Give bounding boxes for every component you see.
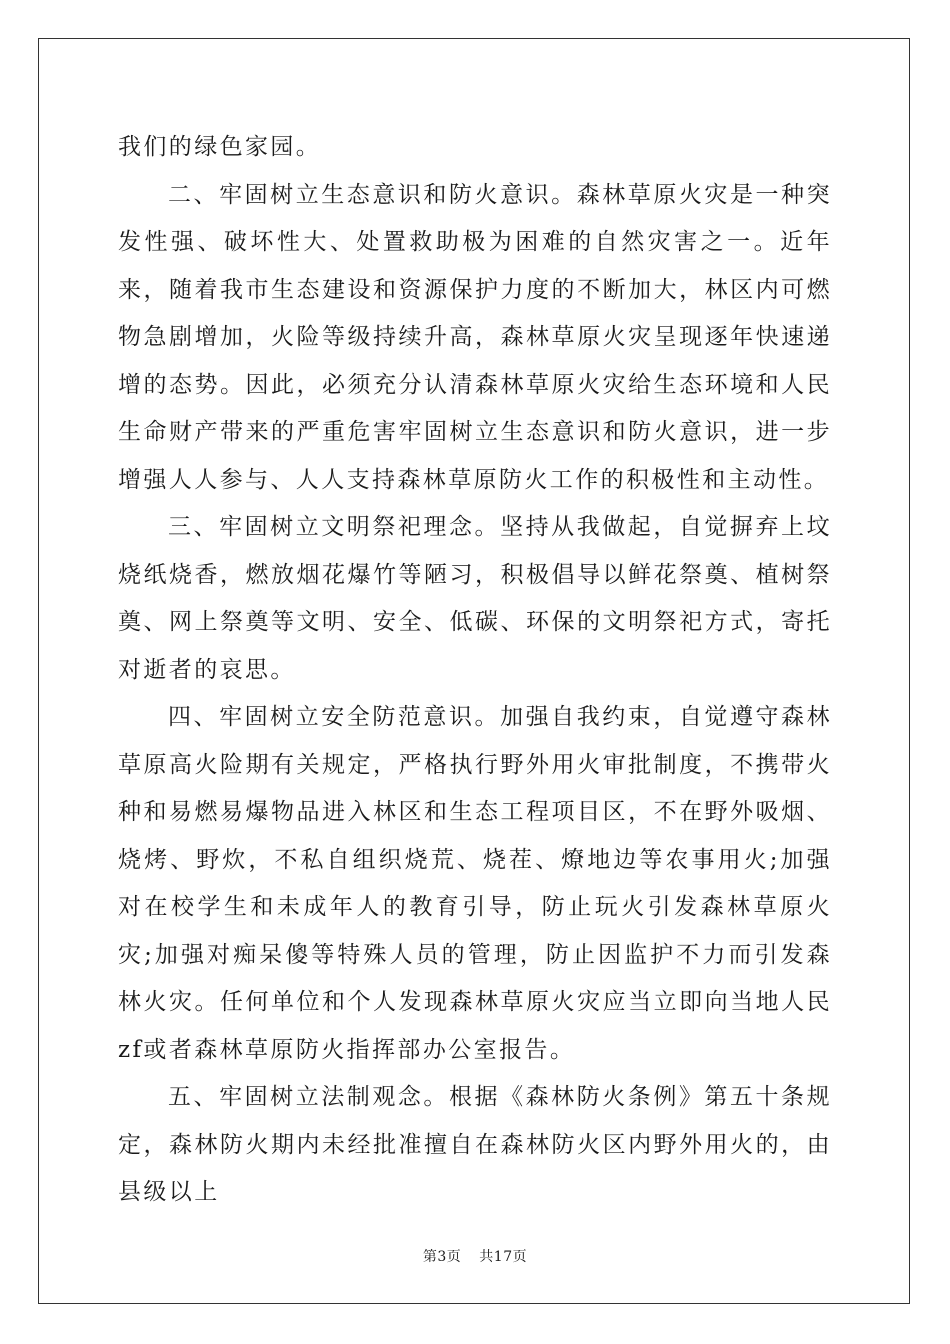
- paragraph-4: 四、牢固树立安全防范意识。加强自我约束，自觉遵守森林草原高火险期有关规定，严格执行野外用火审批制度，不携带火种和易燃易爆物品进入林区和生态工程项目区，不在野外吸烟、烧烤、野炊，不私自组织烧荒、烧茬、燎地边等农事用火;加强对在校学生和未成年人的教育引导，防止玩火引发森林草原火灾;加强对痴呆傻等特殊人员的管理，防止因监护不力而引发森林火灾。任何单位和个人发现森林草原火灾应当立即向当地人民zf或者森林草原防火指挥部办公室报告。: [118, 704, 832, 1063]
- page-footer: [0, 1248, 950, 1266]
- paragraph-1: 我们的绿色家园。: [118, 134, 322, 160]
- page-total: 共17页: [479, 1249, 528, 1265]
- paragraph-3: 三、牢固树立文明祭祀理念。坚持从我做起，自觉摒弃上坟烧纸烧香，燃放烟花爆竹等陋习，积极倡导以鲜花祭奠、植树祭奠、网上祭奠等文明、安全、低碳、环保的文明祭祀方式，寄托对逝者的哀思。: [118, 514, 832, 683]
- paragraph-2: 二、牢固树立生态意识和防火意识。森林草原火灾是一种突发性强、破坏性大、处置救助极为困难的自然灾害之一。近年来，随着我市生态建设和资源保护力度的不断加大，林区内可燃物急剧增加，火险等级持续升高，森林草原火灾呈现逐年快速递增的态势。因此，必须充分认清森林草原火灾给生态环境和人民生命财产带来的严重危害牢固树立生态意识和防火意识，进一步增强人人参与、人人支持森林草原防火工作的积极性和主动性。: [118, 181, 832, 493]
- document-body: [118, 124, 832, 1217]
- paragraph-5: 五、牢固树立法制观念。根据《森林防火条例》第五十条规定，森林防火期内未经批准擅自在森林防火区内野外用火的，由县级以上: [118, 1084, 832, 1205]
- page-number: 第3页: [422, 1249, 462, 1265]
